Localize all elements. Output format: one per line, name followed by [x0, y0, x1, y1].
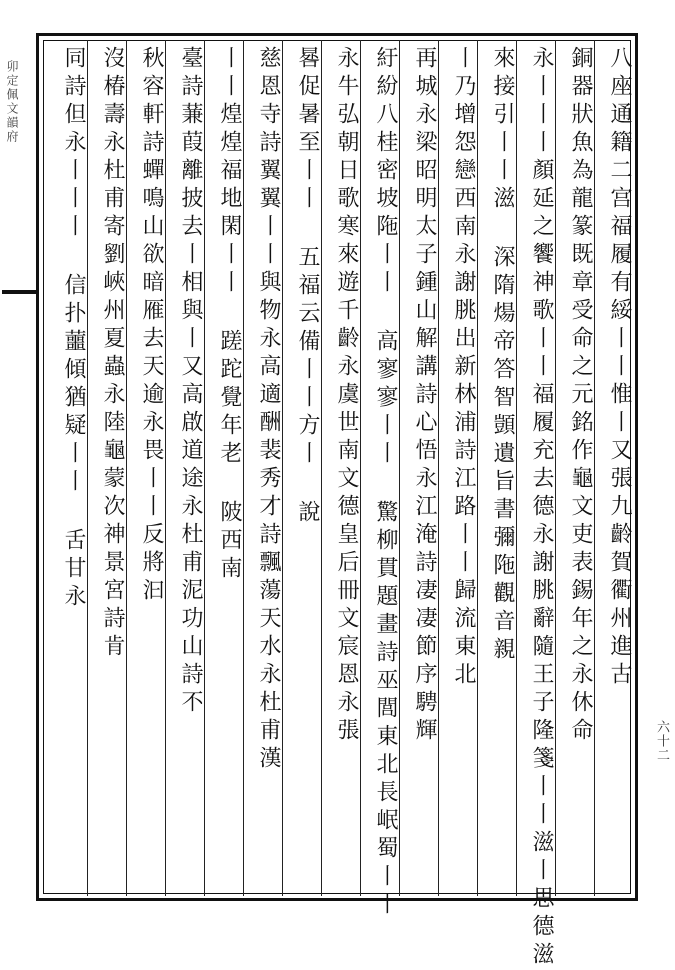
text-column-1: 八座通籍二宫福履有綏丨丨惟丨又張九齡賀衢州進古	[607, 46, 632, 690]
fold-margin-title: 卯定佩文韻府	[5, 60, 19, 144]
text-column-8: 永牛弘朝日歌寒來遊千齡永虞世南文德皇后冊文宸恩永張	[334, 46, 359, 746]
text-column-6: 再城永梁昭明太子鍾山解講詩心悟永江淹詩凄凄節序騁輝	[412, 46, 437, 746]
text-column-11: 丨丨煌煌福地閑丨丨 蹉跎覺年老 陂西南	[217, 46, 242, 584]
text-column-3: 永丨丨丨顏延之饗神歌丨丨福履充去德永謝朓辭隨王子隆箋丨丨滋丨思德滋	[529, 46, 554, 970]
fold-mark	[2, 290, 36, 294]
text-column-15: 同詩但永丨丨丨 信扑蘁傾猶疑丨丨 舌甘永	[61, 46, 86, 612]
text-column-4: 來接引丨丨滋 深隋煬帝答智顗遺旨書彌陁觀音親	[490, 46, 515, 665]
page-number: 六十二	[654, 720, 669, 762]
text-column-13: 秋容軒詩蟬鳴山欲暗雁去天逾永畏丨丨反將汩	[139, 46, 164, 606]
text-column-9: 晷促暑至丨丨 五福云備丨丨方丨 說	[295, 46, 320, 528]
text-column-10: 慈恩寺詩翼翼丨丨與物永高適酬裴秀才詩飄蕩天水永杜甫漢	[256, 46, 281, 774]
text-column-12: 臺詩蒹葭離披去丨相與丨又高啟道途永杜甫泥功山詩不	[178, 46, 203, 718]
text-column-5: 丨乃增怨戀西南永謝朓出新林浦詩江路丨丨歸流東北	[451, 46, 476, 690]
text-column-7: 紆紛八桂密坡陁丨丨 高寥寥丨丨 驚柳貫題畫詩巫閭東北長岷蜀丨丨	[373, 46, 398, 920]
text-column-2: 銅器狀魚為龍篆既章受命之元銘作龜文吏表錫年之永休命	[568, 46, 593, 746]
text-column-14: 沒椿壽永杜甫寄劉峽州夏蟲永陸龜蒙次神景宮詩肯	[100, 46, 125, 662]
